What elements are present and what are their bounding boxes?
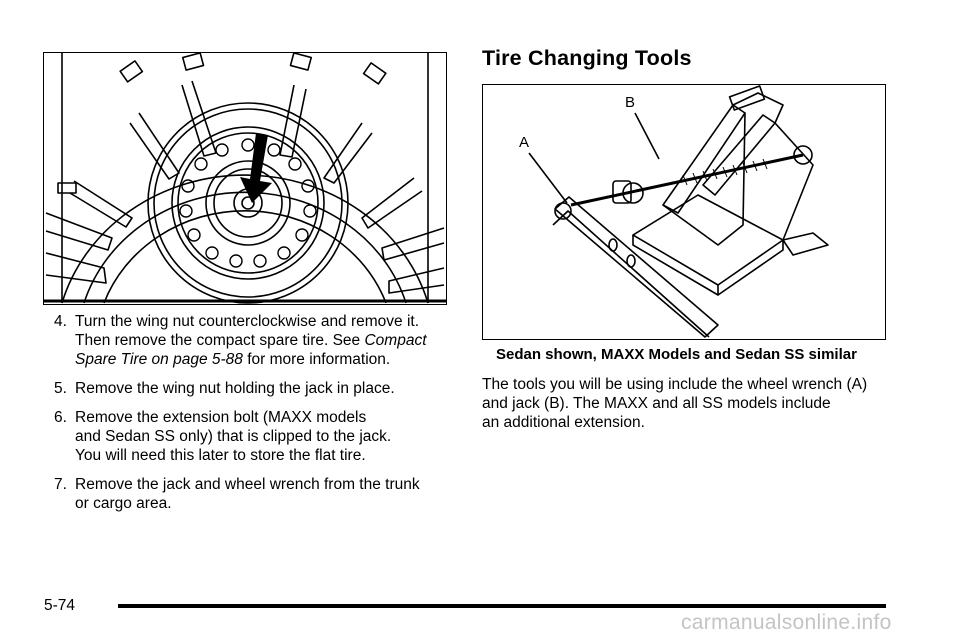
section-heading: Tire Changing Tools [482, 46, 692, 70]
step-number: 7. [54, 476, 67, 493]
figure-caption: Sedan shown, MAXX Models and Sedan SS similar [496, 346, 857, 363]
step-number: 6. [54, 409, 67, 426]
spare-tire-drawing [44, 53, 446, 304]
step-item [54, 475, 454, 513]
step-text: Turn the wing nut counterclockwise and remove it. Then remove the compact spare tire. See Compact Spare Tire on page 5-88 for more information. [75, 313, 427, 368]
step-number: 5. [54, 380, 67, 397]
step-item [54, 379, 454, 398]
jack-drawing [483, 85, 885, 339]
step-number: 4. [54, 313, 67, 330]
jack-and-wrench-illustration [482, 84, 886, 340]
label-b: B [625, 94, 636, 111]
page-number: 5-74 [44, 597, 76, 614]
step-item [54, 408, 454, 465]
removal-steps [54, 312, 454, 523]
step-item [54, 312, 454, 369]
site-watermark[interactable]: carmanualsonline.info [681, 611, 892, 634]
label-a: A [519, 134, 530, 151]
step-text: Remove the jack and wheel wrench from the trunk or cargo area. [75, 476, 420, 512]
compact-spare-tire-link[interactable]: Compact Spare Tire on page 5-88 [75, 332, 427, 368]
footer-rule [118, 604, 886, 608]
step-text: Remove the wing nut holding the jack in place. [75, 380, 395, 397]
step-text: Remove the extension bolt (MAXX models and Sedan SS only) that is clipped to the jack. You will need this later to store the flat tire. [75, 409, 392, 464]
tools-description: The tools you will be using include the wheel wrench (A) and jack (B). The MAXX and all SS models include an additional extension. [482, 376, 868, 431]
spare-tire-illustration [43, 52, 447, 305]
